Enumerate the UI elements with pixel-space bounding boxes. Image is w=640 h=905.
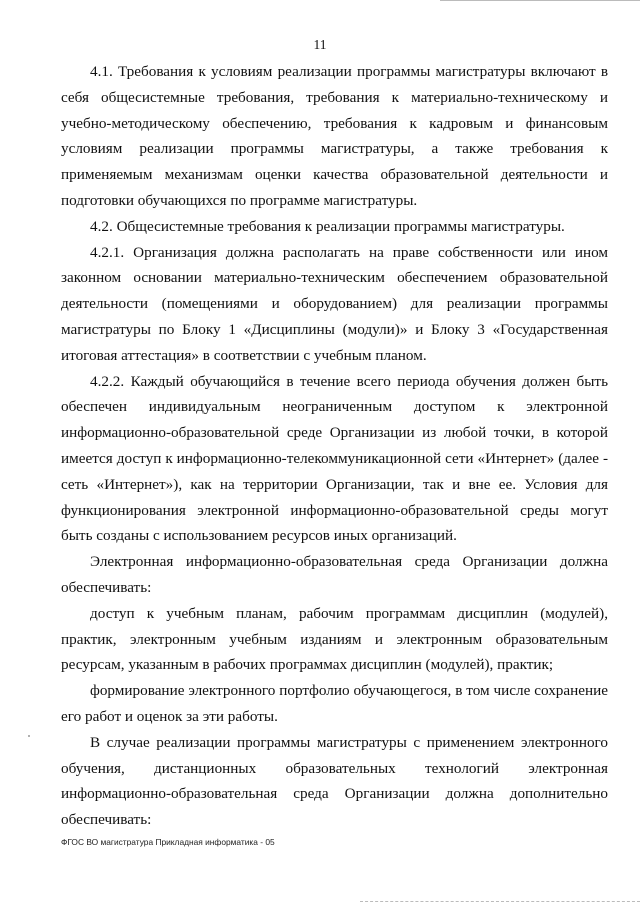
page-number: 11 bbox=[313, 37, 327, 52]
paragraph-distance-learning: В случае реализации программы магистратуры с применением электронного обучения, дистанционных образовательных технологий электронная информационно-образовательная среда Организации должна дополнительно обеспечивать: bbox=[61, 733, 608, 829]
paragraph-portfolio-item: формирование электронного портфолио обучающегося, в том числе сохранение его работ и оценок за эти работы. bbox=[61, 682, 608, 725]
paragraph-4-2-1: 4.2.1. Организация должна располагать на праве собственности или ином законном основании материально-техническим обеспечением образовательной деятельности (помещениями и оборудованием) для реализации программы магистратуры по Блоку 1 «Дисциплины (модули)» и Блоку 3 «Государственная итоговая аттестация» в соответствии с учебным планом. bbox=[61, 243, 608, 364]
paragraph-4-1: 4.1. Требования к условиям реализации программы магистратуры включают в себя общесистемные требования, требования к материально-техническому и учебно-методическому обеспечению, требования к кадровым и финансовым условиям реализации программы магистратуры, а также требования к применяемым механизмам оценки качества образовательной деятельности и подготовки обучающихся по программе магистратуры. bbox=[61, 63, 608, 209]
paragraph-4-2-2: 4.2.2. Каждый обучающийся в течение всего периода обучения должен быть обеспечен индивидуальным неограниченным доступом к электронной информационно-образовательной среде Организации из любой точки, в которой имеется доступ к информационно-телекоммуникационной сети «Интернет» (далее - сеть «Интернет»), как на территории Организации, так и вне ее. Условия для функционирования электронной информационно-образовательной среды могут быть созданы с использованием ресурсов иных организаций. bbox=[61, 372, 608, 545]
scan-edge-top bbox=[440, 0, 640, 1]
paragraph-access-item: доступ к учебным планам, рабочим программам дисциплин (модулей), практик, электронным учебным изданиям и электронным образовательным ресурсам, указанным в рабочих программах дисциплин (модулей), практик; bbox=[61, 604, 608, 674]
paragraph-4-2: 4.2. Общесистемные требования к реализации программы магистратуры. bbox=[90, 217, 565, 235]
paragraph-environment-intro: Электронная информационно-образовательная среда Организации должна обеспечивать: bbox=[61, 553, 608, 596]
scan-speck bbox=[28, 735, 30, 737]
scan-edge-bottom bbox=[360, 901, 640, 903]
document-body bbox=[61, 59, 608, 833]
page-footer: ФГОС ВО магистратура Прикладная информатика - 05 bbox=[61, 837, 275, 847]
